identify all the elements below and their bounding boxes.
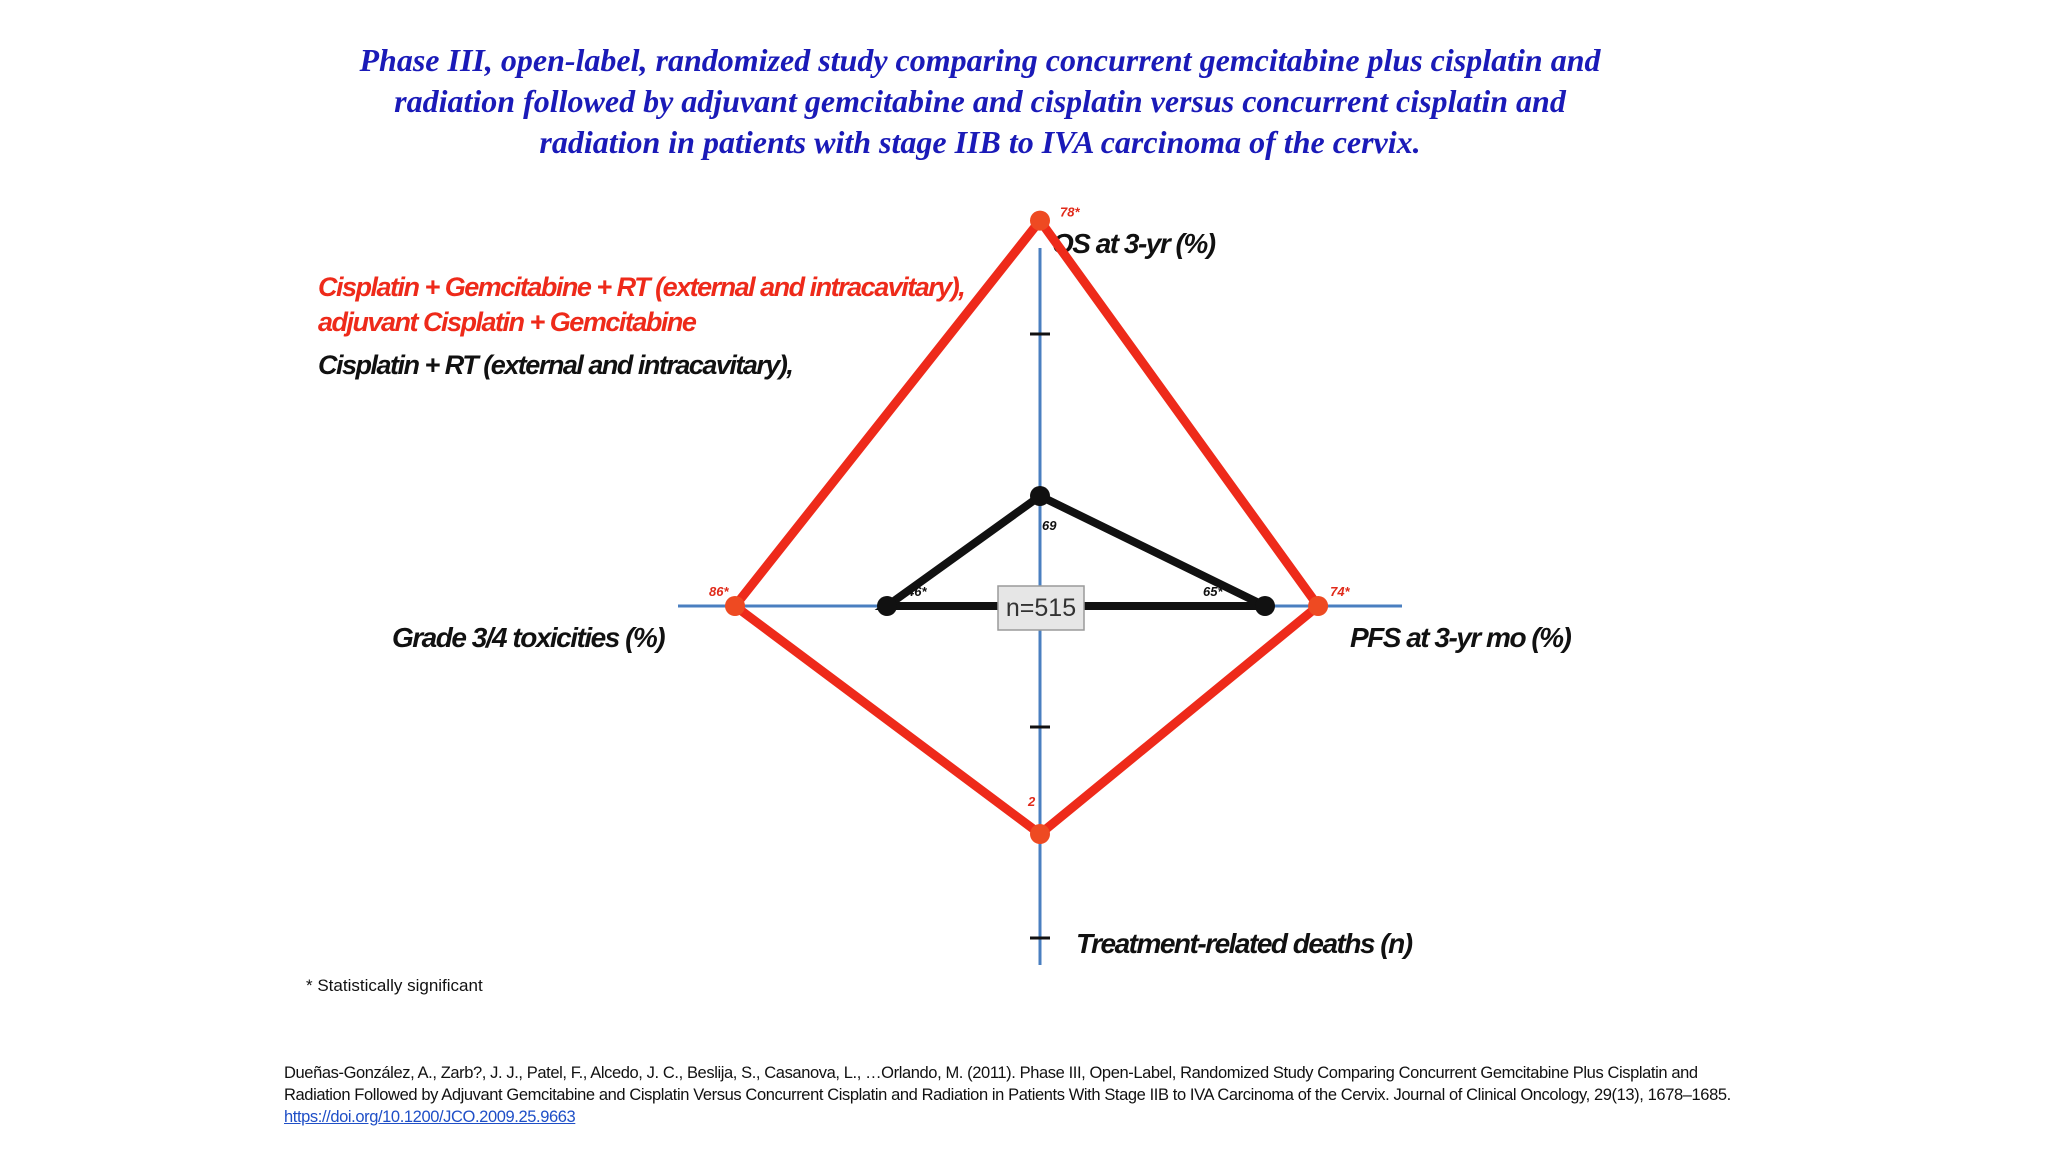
sample-size-label: n=515 — [1005, 594, 1077, 622]
series-red-point-deaths — [1030, 824, 1050, 844]
axis-title-tox: Grade 3/4 toxicities (%) — [392, 622, 665, 653]
legend-red-line1: Cisplatin + Gemcitabine + RT (external and intracavitary), — [318, 272, 965, 302]
axis-title-deaths: Treatment-related deaths (n) — [1076, 928, 1412, 959]
axis-title-pfs: PFS at 3-yr mo (%) — [1350, 622, 1571, 653]
citation-doi-link[interactable]: https://doi.org/10.1200/JCO.2009.25.9663 — [284, 1108, 576, 1126]
series-red-line — [735, 221, 1318, 834]
series-black-label-os: 69 — [1042, 518, 1057, 533]
legend-red-line2: adjuvant Cisplatin + Gemcitabine — [318, 307, 696, 337]
series-red-point-os — [1030, 211, 1050, 231]
series-red-point-tox — [725, 596, 745, 616]
axis-title-os: OS at 3-yr (%) — [1052, 228, 1215, 259]
series-black-point-os — [1030, 486, 1050, 506]
series-red-label-pfs: 74* — [1330, 584, 1350, 599]
slide-title: Phase III, open-label, randomized study comparing concurrent gemcitabine plus cisplatin and radiation followed by adjuvant gemcitabine and cisplatin versus concurrent cisplatin and radiation in patients with stage IIB to IVA carcinoma of the cervix. — [359, 42, 1601, 160]
citation-text: Dueñas-González, A., Zarb?, J. J., Patel, F., Alcedo, J. C., Beslija, S., Casanova, L., …Orlando, M. (2011). Phase III, Open-Label, Randomized Study Comparing Concurrent Gemcitabine Plus Cisplatin and Radiation Followed by Adjuvant Gemcitabine and Cisplatin Versus Concurrent Cisplatin and Radiation in Patients With Stage IIB to IVA Carcinoma of the Cervix. Journal of Clinical Oncology, 29(13), 1678–1685. — [284, 1064, 1731, 1104]
footnote: * Statistically significant — [306, 976, 483, 995]
series-black-point-pfs — [1255, 596, 1275, 616]
series-red-label-deaths: 2 — [1028, 794, 1036, 809]
series-black-point-tox — [877, 596, 897, 616]
series-red-label-os: 78* — [1060, 204, 1080, 220]
sample-size-box — [998, 586, 1084, 630]
series-black-label-pfs: 65* — [1203, 584, 1223, 599]
series-red-label-tox: 86* — [709, 584, 729, 599]
citation — [284, 1062, 1754, 1128]
series-black-label-tox: 46* — [907, 584, 927, 599]
legend-black-line: Cisplatin + RT (external and intracavitary), — [318, 350, 793, 380]
series-red-point-pfs — [1308, 596, 1328, 616]
